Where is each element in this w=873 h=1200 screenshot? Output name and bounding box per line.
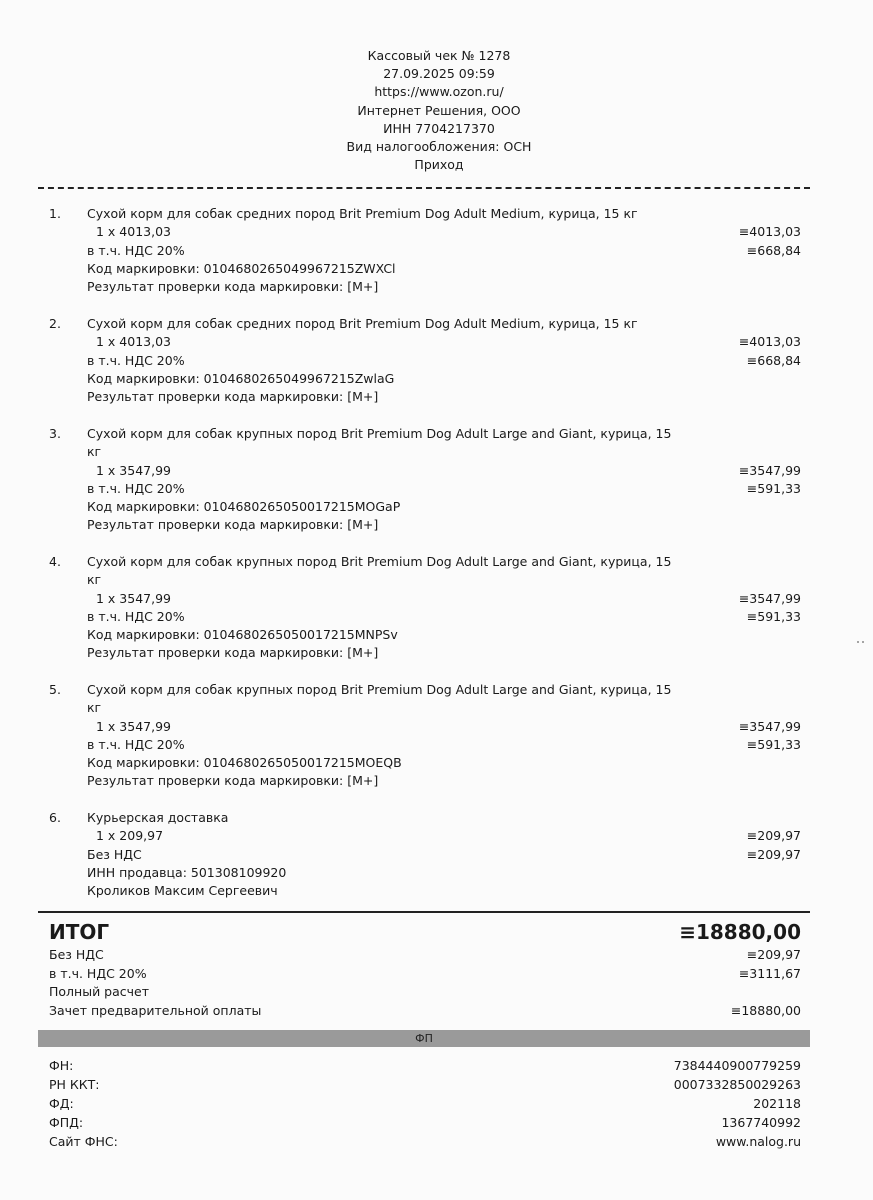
item-check-result: Результат проверки кода маркировки: [M+] bbox=[87, 389, 379, 405]
item-name-cont: кг bbox=[87, 700, 102, 716]
dashed-divider bbox=[38, 187, 810, 189]
item-name: Сухой корм для собак средних пород Brit Premium Dog Adult Medium, курица, 15 кг bbox=[87, 316, 638, 331]
fiscal-data bbox=[49, 1056, 801, 1151]
item-mark-code: Код маркировки: 0104680265050017215MNPSv bbox=[87, 627, 398, 643]
item-name-cont: кг bbox=[87, 572, 102, 588]
item-vat: ≡668,84 bbox=[746, 352, 801, 368]
fn-value: 7384440900779259 bbox=[673, 1058, 801, 1073]
scan-speck bbox=[857, 641, 859, 643]
item-qty-price: 1 x 3547,99 bbox=[96, 462, 171, 478]
item-name-cont: кг bbox=[87, 444, 102, 460]
seller-inn: ИНН 7704217370 bbox=[383, 120, 495, 136]
item-vat: ≡209,97 bbox=[746, 846, 801, 862]
item-mark-code: Код маркировки: 0104680265050017215MOEQB bbox=[87, 755, 402, 771]
item-vat-label: в т.ч. НДС 20% bbox=[87, 608, 185, 624]
item-total: ≡4013,03 bbox=[738, 334, 801, 350]
fd-value: 202118 bbox=[753, 1096, 801, 1111]
item-qty-price: 1 x 3547,99 bbox=[96, 590, 171, 606]
item-name: Сухой корм для собак крупных пород Brit Premium Dog Adult Large and Giant, курица, 15 bbox=[87, 426, 672, 441]
totals-breakdown bbox=[49, 946, 801, 1020]
operation-type: Приход bbox=[414, 157, 464, 173]
item-total: ≡3547,99 bbox=[738, 462, 801, 478]
no-vat-label: Без НДС bbox=[49, 947, 104, 962]
receipt-item bbox=[0, 681, 873, 791]
total-value: ≡18880,00 bbox=[679, 920, 801, 944]
item-check-result: Результат проверки кода маркировки: [M+] bbox=[87, 773, 379, 789]
item-name: Сухой корм для собак крупных пород Brit Premium Dog Adult Large and Giant, курица, 15 bbox=[87, 682, 672, 697]
total-row bbox=[49, 920, 801, 946]
item-total: ≡3547,99 bbox=[738, 718, 801, 734]
item-vat-label: в т.ч. НДС 20% bbox=[87, 352, 185, 368]
item-vat: ≡591,33 bbox=[746, 608, 801, 624]
item-qty-price: 1 x 4013,03 bbox=[96, 224, 171, 240]
no-vat-value: ≡209,97 bbox=[746, 947, 801, 962]
receipt-datetime: 27.09.2025 09:59 bbox=[383, 66, 495, 82]
solid-divider bbox=[38, 911, 810, 913]
prepay-label: Зачет предварительной оплаты bbox=[49, 1002, 262, 1018]
item-total: ≡4013,03 bbox=[738, 224, 801, 240]
item-check-result: Результат проверки кода маркировки: [M+] bbox=[87, 645, 379, 661]
receipt-item bbox=[0, 315, 873, 406]
rn-kkt-label: РН ККТ: bbox=[49, 1077, 100, 1092]
item-name: Курьерская доставка bbox=[87, 810, 229, 825]
seller-company: Интернет Решения, ООО bbox=[357, 102, 521, 118]
seller-inn-line: ИНН продавца: 501308109920 bbox=[87, 864, 287, 880]
item-number: 2. bbox=[49, 316, 61, 331]
item-vat: ≡591,33 bbox=[746, 480, 801, 496]
item-qty-price: 1 x 4013,03 bbox=[96, 334, 171, 350]
full-payment-label: Полный расчет bbox=[49, 984, 149, 999]
item-check-result: Результат проверки кода маркировки: [M+] bbox=[87, 279, 379, 295]
vat20-label: в т.ч. НДС 20% bbox=[49, 965, 147, 981]
item-number: 6. bbox=[49, 810, 61, 825]
fns-site-label: Сайт ФНС: bbox=[49, 1134, 118, 1149]
item-total: ≡3547,99 bbox=[738, 590, 801, 606]
seller-site: https://www.ozon.ru/ bbox=[374, 84, 504, 100]
scan-speck bbox=[862, 641, 864, 643]
item-vat: ≡668,84 bbox=[746, 242, 801, 258]
fpd-label: ФПД: bbox=[49, 1115, 84, 1130]
item-qty-price: 1 x 209,97 bbox=[96, 828, 164, 844]
item-number: 3. bbox=[49, 426, 61, 441]
seller-name-line: Кроликов Максим Сергеевич bbox=[87, 883, 278, 899]
fn-label: ФН: bbox=[49, 1058, 74, 1073]
receipt-item-delivery bbox=[0, 809, 873, 900]
item-check-result: Результат проверки кода маркировки: [M+] bbox=[87, 517, 379, 533]
item-qty-price: 1 x 3547,99 bbox=[96, 718, 171, 734]
rn-kkt-value: 0007332850029263 bbox=[673, 1077, 801, 1092]
item-mark-code: Код маркировки: 0104680265049967215ZWXCl bbox=[87, 260, 396, 276]
item-name: Сухой корм для собак крупных пород Brit Premium Dog Adult Large and Giant, курица, 15 bbox=[87, 554, 672, 569]
receipt-item bbox=[0, 205, 873, 296]
item-mark-code: Код маркировки: 0104680265049967215ZwlaG bbox=[87, 370, 395, 386]
tax-system: Вид налогообложения: ОСН bbox=[346, 139, 532, 155]
item-number: 4. bbox=[49, 554, 61, 569]
fpd-value: 1367740992 bbox=[721, 1115, 801, 1130]
item-total: ≡209,97 bbox=[746, 828, 801, 844]
vat20-value: ≡3111,67 bbox=[738, 965, 801, 981]
item-vat-label: в т.ч. НДС 20% bbox=[87, 480, 185, 496]
item-vat-label: в т.ч. НДС 20% bbox=[87, 242, 185, 258]
fd-label: ФД: bbox=[49, 1096, 74, 1111]
receipt-header bbox=[0, 47, 873, 174]
total-label: ИТОГ bbox=[49, 920, 110, 944]
fns-site-value: www.nalog.ru bbox=[715, 1134, 801, 1149]
item-name: Сухой корм для собак средних пород Brit Premium Dog Adult Medium, курица, 15 кг bbox=[87, 206, 638, 221]
receipt-item bbox=[0, 425, 873, 535]
receipt-title: Кассовый чек № 1278 bbox=[367, 48, 511, 63]
item-vat-label: Без НДС bbox=[87, 846, 142, 862]
item-number: 1. bbox=[49, 206, 61, 221]
receipt-item bbox=[0, 553, 873, 663]
item-vat: ≡591,33 bbox=[746, 736, 801, 752]
item-mark-code: Код маркировки: 0104680265050017215MOGaP bbox=[87, 499, 401, 515]
item-vat-label: в т.ч. НДС 20% bbox=[87, 736, 185, 752]
fp-bar: ФП bbox=[38, 1030, 810, 1047]
item-number: 5. bbox=[49, 682, 61, 697]
prepay-value: ≡18880,00 bbox=[730, 1002, 801, 1018]
